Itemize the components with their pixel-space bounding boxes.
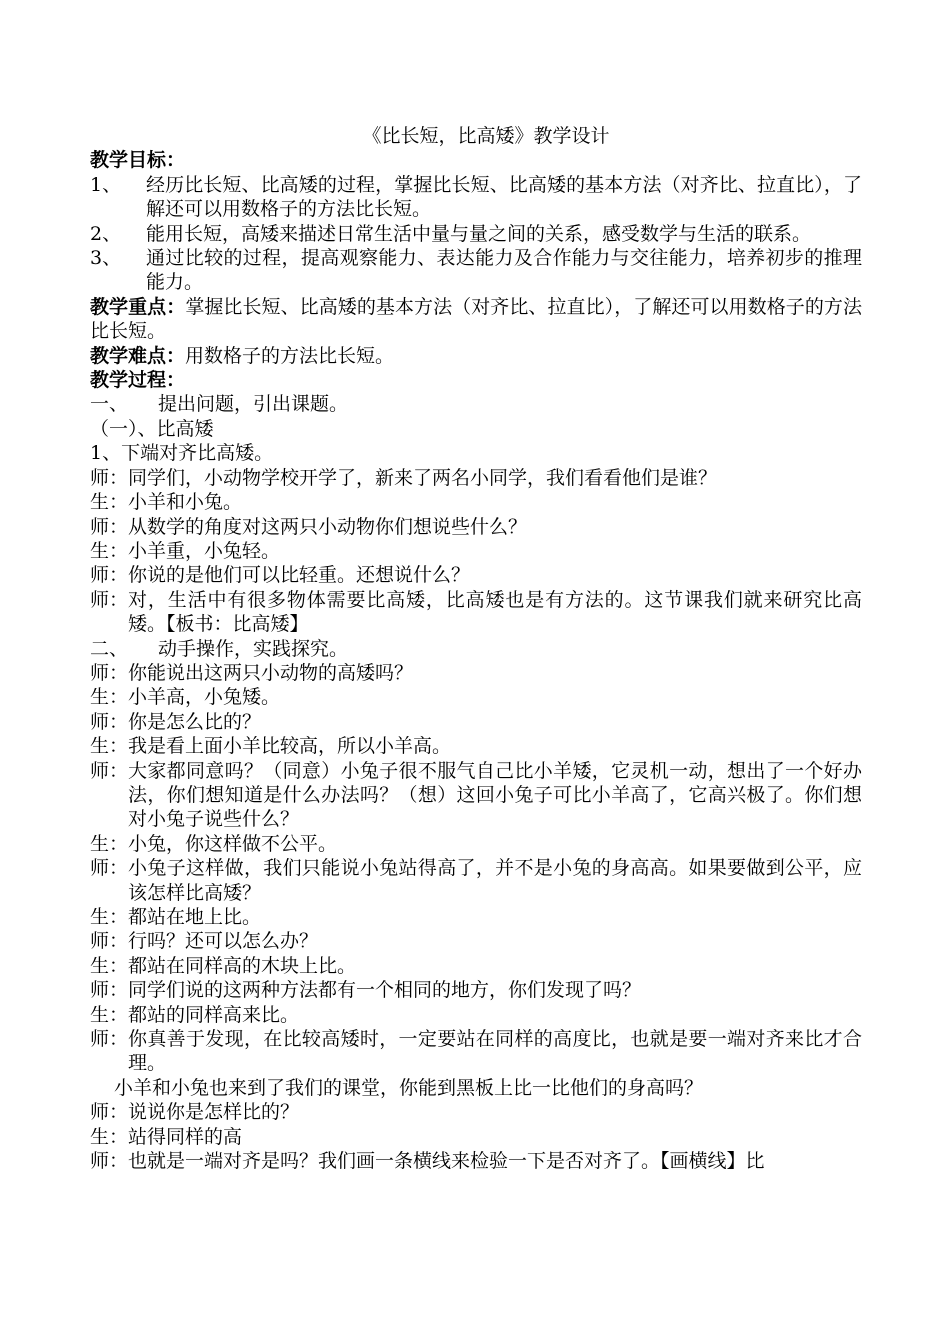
speaker-label: 师： <box>90 661 129 684</box>
utterance: 从数学的角度对这两只小动物你们想说些什么？ <box>128 515 528 538</box>
dialogue-line <box>90 1003 862 1027</box>
utterance: 小兔子这样做，我们只能说小兔站得高了，并不是小兔的身高高。如果要做到公平，应该怎样比高矮？ <box>128 857 862 904</box>
dialogue-line <box>90 515 862 539</box>
process-heading: 教学过程： <box>90 369 186 392</box>
utterance: 小羊高，小兔矮。 <box>128 686 281 709</box>
speaker-label: 生： <box>90 735 129 758</box>
utterance: 小兔，你这样做不公平。 <box>128 832 338 855</box>
dialogue-block <box>90 661 862 1076</box>
document-page <box>90 124 862 1173</box>
utterance: 你是怎么比的？ <box>128 710 262 733</box>
dialogue-line <box>90 1125 862 1149</box>
section-title: 动手操作，实践探究。 <box>158 637 349 660</box>
section-number: 一、 <box>90 393 129 416</box>
speaker-label: 师： <box>90 515 129 538</box>
utterance: 都站的同样高来比。 <box>128 1003 300 1026</box>
dialogue-line <box>90 905 862 929</box>
dialogue-block <box>90 466 862 637</box>
dialogue-line <box>90 929 862 953</box>
speaker-label: 生： <box>90 1003 129 1026</box>
section-heading <box>90 637 862 661</box>
speaker-label: 生： <box>90 832 129 855</box>
utterance: 对，生活中有很多物体需要比高矮，比高矮也是有方法的。这节课我们就来研究比高矮。【板书：比高矮】 <box>128 588 862 636</box>
goal-text: 通过比较的过程，提高观察能力、表达能力及合作能力与交往能力，培养初步的推理能力。 <box>146 247 862 294</box>
utterance: 说说你是怎样比的？ <box>128 1101 300 1124</box>
utterance: 小羊和小兔。 <box>128 491 243 514</box>
dialogue-line <box>90 1149 862 1173</box>
dialogue-line <box>90 466 862 490</box>
dialogue-line <box>90 734 862 758</box>
dialogue-line <box>90 1100 862 1124</box>
speaker-label: 生： <box>90 539 129 562</box>
speaker-label: 生： <box>90 686 129 709</box>
goals-list <box>90 173 862 295</box>
section-number: 二、 <box>90 637 129 660</box>
utterance: 行吗？还可以怎么办？ <box>128 930 319 953</box>
dialogue-line <box>90 539 862 563</box>
speaker-label: 师： <box>90 759 129 782</box>
goal-item <box>90 222 862 246</box>
utterance: 同学们，小动物学校开学了，新来了两名小同学，我们看看他们是谁？ <box>128 466 718 489</box>
goal-number: 2、 <box>90 222 122 245</box>
utterance: 大家都同意吗？（同意）小兔子很不服气自己比小羊矮，它灵机一动，想出了一个好办法，你们想知道是什么办法吗？（想）这回小兔子可比小羊高了，它高兴极了。你们想对小兔子说些什么？ <box>128 759 862 831</box>
section-title: 提出问题，引出课题。 <box>158 393 349 416</box>
utterance: 也就是一端对齐是吗？我们画一条横线来检验一下是否对齐了。【画横线】比 <box>128 1150 765 1173</box>
difficulty-points <box>90 344 862 368</box>
utterance: 你说的是他们可以比轻重。还想说什么？ <box>128 564 471 587</box>
step-heading: 1、下端对齐比高矮。 <box>90 442 274 465</box>
dialogue-line <box>90 588 862 637</box>
dialogue-block <box>90 1100 862 1173</box>
speaker-label: 师： <box>90 857 129 880</box>
key-points-label: 教学重点： <box>90 295 186 318</box>
goal-number: 3、 <box>90 247 122 270</box>
key-points <box>90 295 862 344</box>
dialogue-line <box>90 563 862 587</box>
speaker-label: 师： <box>90 930 129 953</box>
dialogue-line <box>90 490 862 514</box>
speaker-label: 师： <box>90 1101 129 1124</box>
speaker-label: 师： <box>90 564 129 587</box>
utterance: 都站在地上比。 <box>128 906 262 928</box>
speaker-label: 师： <box>90 588 129 611</box>
dialogue-line <box>90 856 862 905</box>
dialogue-line <box>90 954 862 978</box>
utterance: 站得同样的高 <box>128 1125 243 1148</box>
speaker-label: 生： <box>90 1125 129 1148</box>
dialogue-line <box>90 1027 862 1076</box>
document-title: 《比长短，比高矮》教学设计 <box>362 125 610 147</box>
speaker-label: 师： <box>90 1028 129 1051</box>
subsection-heading: （一）、比高矮 <box>90 417 214 440</box>
utterance: 都站在同样高的木块上比。 <box>128 954 357 977</box>
speaker-label: 生： <box>90 954 129 977</box>
speaker-label: 师： <box>90 1150 129 1173</box>
goal-text: 经历比长短、比高矮的过程，掌握比长短、比高矮的基本方法（对齐比、拉直比），了解还可以用数格子的方法比长短。 <box>146 173 862 221</box>
dialogue-line <box>90 759 862 832</box>
utterance: 你真善于发现，在比较高矮时，一定要站在同样的高度比，也就是要一端对齐来比才合理。 <box>128 1028 862 1075</box>
dialogue-line <box>90 832 862 856</box>
speaker-label: 师： <box>90 979 129 1002</box>
utterance: 小羊重，小兔轻。 <box>128 539 281 562</box>
speaker-label: 生： <box>90 906 129 928</box>
speaker-label: 师： <box>90 710 129 733</box>
speaker-label: 生： <box>90 491 129 514</box>
narration: 小羊和小兔也来到了我们的课堂，你能到黑板上比一比他们的身高吗？ <box>114 1076 704 1099</box>
utterance: 我是看上面小羊比较高，所以小羊高。 <box>128 735 452 758</box>
goal-number: 1、 <box>90 173 122 196</box>
goals-heading: 教学目标： <box>90 149 186 172</box>
utterance: 同学们说的这两种方法都有一个相同的地方，你们发现了吗？ <box>128 979 642 1002</box>
key-points-text: 掌握比长短、比高矮的基本方法（对齐比、拉直比），了解还可以用数格子的方法比长短。 <box>90 295 862 343</box>
speaker-label: 师： <box>90 466 129 489</box>
utterance: 你能说出这两只小动物的高矮吗？ <box>128 661 414 684</box>
difficulty-label: 教学难点： <box>90 344 186 367</box>
section-heading <box>90 392 862 416</box>
dialogue-line <box>90 978 862 1002</box>
dialogue-line <box>90 710 862 734</box>
goal-text: 能用长短，高矮来描述日常生活中量与量之间的关系，感受数学与生活的联系。 <box>146 222 812 245</box>
goal-item <box>90 246 862 295</box>
dialogue-line <box>90 685 862 709</box>
dialogue-line <box>90 661 862 685</box>
goal-item <box>90 173 862 222</box>
difficulty-text: 用数格子的方法比长短。 <box>185 344 395 367</box>
